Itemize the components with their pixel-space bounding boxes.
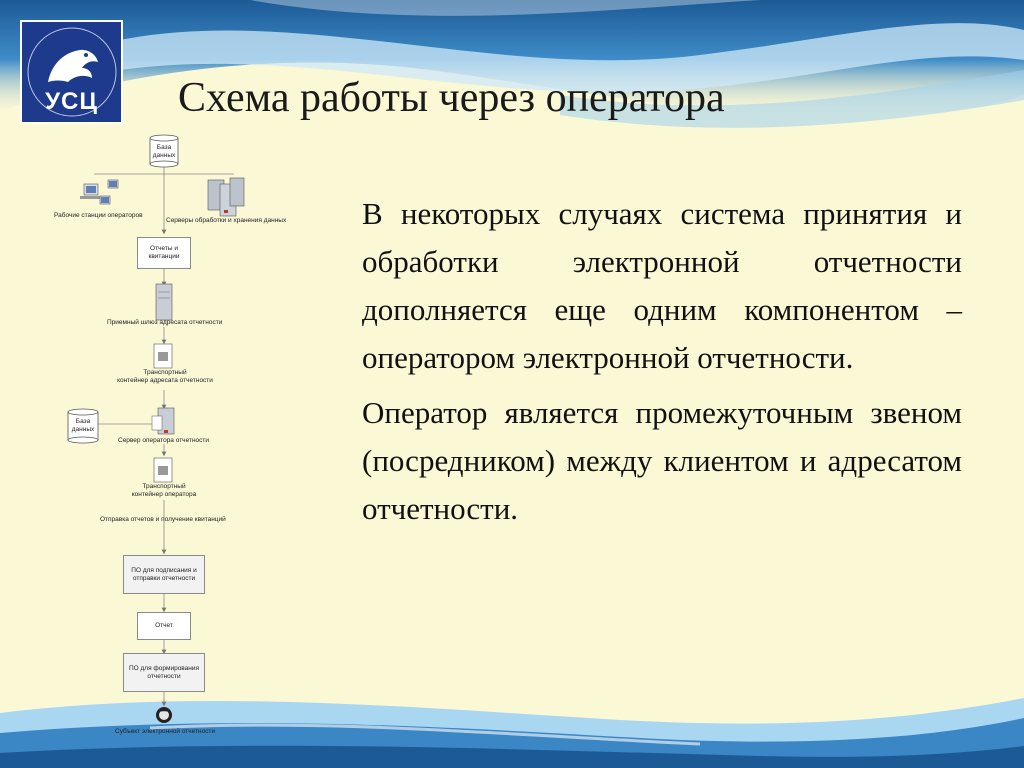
workstations-icon xyxy=(80,180,118,204)
transport-operator-line2: контейнер оператора xyxy=(131,491,197,498)
servers-label: Серверы обработки и хранения данных xyxy=(166,217,287,224)
sign-send-box-line1: ПО для подписания и xyxy=(131,566,197,574)
operator-flow-diagram xyxy=(50,132,290,752)
logo-abbreviation: УСЦ xyxy=(45,88,98,115)
send-receive-label: Отправка отчетов и получение квитанций xyxy=(100,516,226,523)
gateway-label: Приемный шлюз адресата отчетности xyxy=(107,319,223,326)
db-left-label-line1: База xyxy=(75,418,91,425)
db-top-label-line1: База xyxy=(156,144,172,151)
sign-send-box xyxy=(123,555,205,594)
db-top-label xyxy=(151,144,177,160)
operator-server-icon xyxy=(152,408,174,434)
document-icon xyxy=(154,344,172,368)
reports-box-line1: Отчеты и xyxy=(150,245,178,252)
form-box-line2: отчетности xyxy=(147,672,181,680)
slide-title: Схема работы через оператора xyxy=(178,75,725,121)
gateway-server-icon xyxy=(156,284,172,320)
usc-logo xyxy=(20,20,123,124)
db-top-label-line2: данных xyxy=(152,152,176,159)
transport-operator-label xyxy=(114,483,214,499)
paragraph-2: Оператор является промежуточным звеном (посредником) между клиентом и адресатом отчетности. xyxy=(362,395,962,526)
servers-icon xyxy=(208,178,244,216)
form-box xyxy=(123,653,205,692)
transport-addressee-line1: Транспортный xyxy=(143,369,187,376)
transport-addressee-line2: контейнер адресата отчетности xyxy=(117,377,213,384)
reports-box xyxy=(137,237,191,269)
operator-server-label: Сервер оператора отчетности xyxy=(118,437,210,444)
body-text xyxy=(362,190,962,540)
document-operator-icon xyxy=(154,458,172,482)
transport-addressee-label xyxy=(110,369,220,385)
transport-operator-line1: Транспортный xyxy=(142,483,186,490)
workstations-label: Рабочие станции операторов xyxy=(54,212,143,219)
db-left-label-line2: данных xyxy=(71,426,95,433)
reports-box-line2: квитанции xyxy=(148,253,180,260)
paragraph-1: В некоторых случаях система принятия и обработки электронной отчетности дополняется еще одним компонентом – оператором электронной отчетности. xyxy=(362,196,962,375)
form-box-line1: ПО для формирования xyxy=(128,664,200,672)
report-box: Отчет xyxy=(137,612,191,640)
person-icon xyxy=(156,707,172,723)
db-left-label xyxy=(69,418,97,434)
sign-send-box-line2: отправки отчетности xyxy=(132,574,196,582)
subject-label: Субъект электронной отчетности xyxy=(115,728,216,735)
